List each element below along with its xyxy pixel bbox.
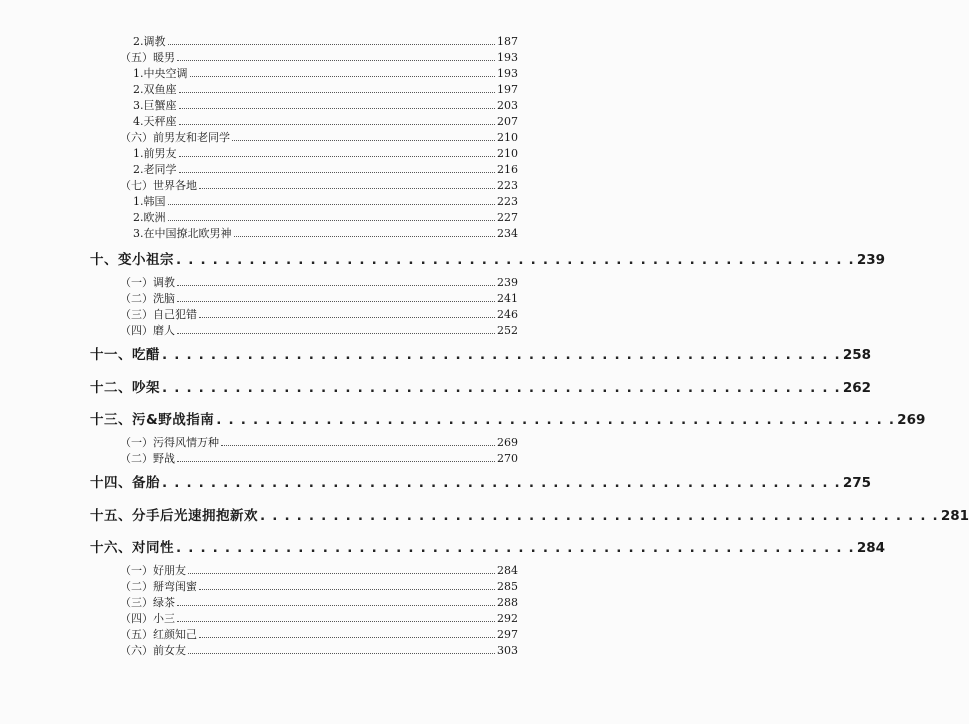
toc-chapter[interactable] [90,346,872,364]
toc-entry-page: 223 [497,195,518,208]
toc-entry-title: （六）前男友和老同学 [120,131,230,144]
toc-entry-title: 2.调教 [133,35,166,48]
toc-chapter-title: 十二、吵架 [90,380,160,396]
toc-dot-leader [199,308,495,318]
toc-entry[interactable] [120,612,518,626]
toc-entry-page: 270 [497,452,518,465]
toc-dot-leader [168,35,496,45]
toc-entry-title: （三）绿茶 [120,596,175,609]
toc-dot-leader [177,51,495,61]
toc-entry[interactable] [120,436,518,450]
toc-entry-title: 2.双鱼座 [133,83,177,96]
toc-entry-title: （二）掰弯闺蜜 [120,580,197,593]
toc-entry-title: 3.在中国撩北欧男神 [133,227,232,240]
toc-entry[interactable] [120,179,518,193]
toc-chapter-title: 十三、污&野战指南 [90,412,215,428]
toc-chapter-title: 十一、吃醋 [90,347,160,363]
toc-entry-page: 203 [497,99,518,112]
toc-entry-title: 1.韩国 [133,195,166,208]
toc-entry-page: 207 [497,115,518,128]
toc-entry[interactable] [120,131,518,145]
toc-entry-title: （三）自己犯错 [120,308,197,321]
toc-chapter[interactable] [90,507,969,525]
toc-entry-page: 297 [497,628,518,641]
toc-dot-leader: . . . . . . . . . . . . . . . . . . . . . . . . . . . . . . . . . . . . . . . . . . . . . . . . . . . . . . . . [216,412,896,428]
toc-dot-leader [177,292,495,302]
toc-entry[interactable] [120,308,518,322]
toc-entry[interactable] [120,51,518,65]
toc-dot-leader [179,147,496,157]
toc-entry-page: 227 [497,211,518,224]
toc-chapter[interactable] [90,379,872,397]
toc-entry[interactable] [133,211,518,225]
toc-dot-leader [179,99,496,109]
toc-entry-title: 2.老同学 [133,163,177,176]
toc-chapter[interactable] [90,411,926,429]
toc-entry[interactable] [120,580,518,594]
toc-entry-title: 3.巨蟹座 [133,99,177,112]
toc-entry-page: 288 [497,596,518,609]
toc-entry-page: 285 [497,580,518,593]
toc-entry-page: 210 [497,147,518,160]
toc-entry-page: 193 [497,67,518,80]
toc-dot-leader [190,67,496,77]
toc-chapter-page: 275 [842,475,872,491]
toc-dot-leader [168,211,496,221]
toc-entry[interactable] [133,227,518,241]
toc-entry-page: 246 [497,308,518,321]
toc-entry-page: 269 [497,436,518,449]
toc-entry-page: 303 [497,644,518,657]
toc-entry-title: （七）世界各地 [120,179,197,192]
toc-dot-leader: . . . . . . . . . . . . . . . . . . . . . . . . . . . . . . . . . . . . . . . . . . . . . . . . . . . . . . . . [162,475,841,491]
toc-entry-title: 2.欧洲 [133,211,166,224]
toc-chapter[interactable] [90,539,886,557]
toc-dot-leader [177,452,495,462]
toc-entry-title: （五）红颜知己 [120,628,197,641]
toc-entry[interactable] [133,195,518,209]
toc-dot-leader: . . . . . . . . . . . . . . . . . . . . . . . . . . . . . . . . . . . . . . . . . . . . . . . . . . . . . . . . [260,508,939,524]
toc-dot-leader [179,163,496,173]
toc-dot-leader [199,580,495,590]
toc-dot-leader: . . . . . . . . . . . . . . . . . . . . . . . . . . . . . . . . . . . . . . . . . . . . . . . . . . . . . . . . [162,347,841,363]
toc-entry-title: 1.前男友 [133,147,177,160]
toc-entry[interactable] [120,452,518,466]
toc-dot-leader [179,83,496,93]
toc-entry-page: 239 [497,276,518,289]
toc-dot-leader [177,324,495,334]
toc-chapter-page: 281 [940,508,969,524]
toc-entry[interactable] [133,99,518,113]
toc-dot-leader: . . . . . . . . . . . . . . . . . . . . . . . . . . . . . . . . . . . . . . . . . . . . . . . . . . . . . . . . [176,540,855,556]
toc-dot-leader [177,276,495,286]
toc-entry-page: 284 [497,564,518,577]
toc-entry-page: 292 [497,612,518,625]
toc-entry-page: 216 [497,163,518,176]
toc-entry-page: 252 [497,324,518,337]
toc-dot-leader [232,131,495,141]
toc-dot-leader [177,612,495,622]
toc-dot-leader [199,628,495,638]
toc-entry-title: （一）好朋友 [120,564,186,577]
toc-dot-leader [221,436,495,446]
toc-dot-leader: . . . . . . . . . . . . . . . . . . . . . . . . . . . . . . . . . . . . . . . . . . . . . . . . . . . . . . . . [176,252,855,268]
toc-entry[interactable] [133,115,518,129]
toc-entry[interactable] [120,628,518,642]
toc-entry-page: 193 [497,51,518,64]
toc-entry[interactable] [133,67,518,81]
toc-entry[interactable] [120,596,518,610]
toc-entry[interactable] [120,292,518,306]
toc-dot-leader [234,227,496,237]
toc-dot-leader [188,564,495,574]
toc-entry[interactable] [133,163,518,177]
toc-entry[interactable] [120,644,518,658]
toc-dot-leader [188,644,495,654]
toc-dot-leader [199,179,495,189]
toc-entry-page: 187 [497,35,518,48]
toc-entry[interactable] [133,83,518,97]
toc-entry[interactable] [120,564,518,578]
toc-entry-title: （四）小三 [120,612,175,625]
toc-chapter-title: 十四、备胎 [90,475,160,491]
toc-entry-title: （二）洗脑 [120,292,175,305]
toc-entry-page: 223 [497,179,518,192]
toc-entry-title: （二）野战 [120,452,175,465]
toc-entry-title: （四）磨人 [120,324,175,337]
toc-entry-title: （六）前女友 [120,644,186,657]
toc-dot-leader: . . . . . . . . . . . . . . . . . . . . . . . . . . . . . . . . . . . . . . . . . . . . . . . . . . . . . . . . [162,380,841,396]
toc-chapter-title: 十五、分手后光速拥抱新欢 [90,508,258,524]
toc-entry[interactable] [133,35,518,49]
toc-entry-title: （一）污得风情万种 [120,436,219,449]
toc-chapter-title: 十六、对同性 [90,540,174,556]
toc-entry-page: 197 [497,83,518,96]
toc-chapter-page: 262 [842,380,872,396]
toc-entry[interactable] [133,147,518,161]
toc-entry-title: （一）调教 [120,276,175,289]
toc-dot-leader [168,195,496,205]
toc-entry-page: 234 [497,227,518,240]
toc-entry-page: 210 [497,131,518,144]
toc-chapter-page: 284 [856,540,886,556]
toc-chapter-title: 十、变小祖宗 [90,252,174,268]
toc-entry-title: （五）暖男 [120,51,175,64]
toc-entry-title: 1.中央空调 [133,67,188,80]
toc-chapter[interactable] [90,251,886,269]
toc-chapter[interactable] [90,474,872,492]
toc-dot-leader [179,115,496,125]
toc-dot-leader [177,596,495,606]
toc-entry-title: 4.天秤座 [133,115,177,128]
toc-entry[interactable] [120,276,518,290]
toc-chapter-page: 258 [842,347,872,363]
toc-entry-page: 241 [497,292,518,305]
toc-chapter-page: 239 [856,252,886,268]
toc-entry[interactable] [120,324,518,338]
toc-chapter-page: 269 [897,412,926,428]
